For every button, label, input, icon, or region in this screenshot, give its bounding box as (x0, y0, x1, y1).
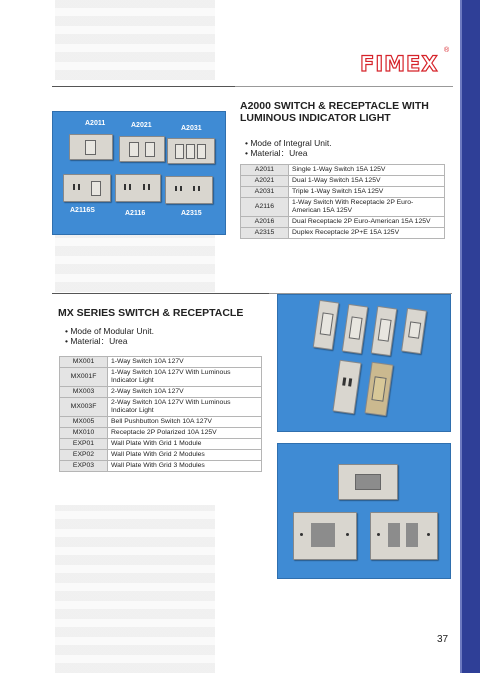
right-sidebar-band (460, 0, 480, 673)
duplex-receptacle-plate (165, 176, 213, 204)
a2000-product-photo (52, 111, 226, 235)
switch-module (313, 300, 339, 350)
table-row: EXP01 Wall Plate With Grid 1 Module (60, 439, 262, 450)
table-row: EXP02 Wall Plate With Grid 2 Modules (60, 450, 262, 461)
feature-item: • Material：Urea (65, 336, 128, 346)
switch-receptacle-plate (63, 174, 111, 202)
table-row: A2021 Dual 1-Way Switch 15A 125V (241, 176, 445, 187)
table-row: A2016 Dual Receptacle 2P Euro-American 15A 125V (241, 217, 445, 228)
watermark-pattern-middle (55, 232, 215, 292)
table-row: A2031 Triple 1-Way Switch 15A 125V (241, 187, 445, 198)
watermark-pattern-top (55, 0, 215, 80)
feature-item: • Mode of Modular Unit. (65, 326, 154, 336)
watermark-pattern-bottom (55, 505, 215, 673)
wall-plate-1-module (338, 464, 398, 500)
photo-label: A2021 (131, 122, 152, 129)
table-row: MX001F 1-Way Switch 10A 127V With Luminous Indicator Light (60, 368, 262, 387)
wall-plate-2-modules (293, 512, 357, 560)
a2000-spec-table (240, 164, 445, 239)
dual-switch-plate (119, 136, 165, 162)
table-row: A2116 1-Way Switch With Receptacle 2P Euro-American 15A 125V (241, 198, 445, 217)
feature-item: • Material：Urea (245, 148, 308, 158)
table-row: A2315 Duplex Receptacle 2P+E 15A 125V (241, 228, 445, 239)
pushbutton-module (401, 308, 427, 354)
indicator-switch-module (364, 362, 393, 417)
wall-plate-3-modules (370, 512, 438, 560)
features-list-mx (65, 326, 154, 346)
section-title-a2000: A2000 SWITCH & RECEPTACLE WITH LUMINOUS INDICATOR LIGHT (240, 100, 429, 124)
receptacle-module (332, 360, 361, 415)
switch-module (371, 306, 397, 356)
section-divider (52, 293, 269, 294)
features-list-a2000 (245, 138, 332, 158)
photo-label: A2315 (181, 210, 202, 217)
section-title-mx: MX SERIES SWITCH & RECEPTACLE (58, 307, 244, 319)
photo-label: A2011 (85, 120, 106, 127)
table-row: MX003 2-Way Switch 10A 127V (60, 387, 262, 398)
table-row: EXP03 Wall Plate With Grid 3 Modules (60, 461, 262, 472)
table-row: MX003F 2-Way Switch 10A 127V With Luminous Indicator Light (60, 398, 262, 417)
table-row: MX001 1-Way Switch 10A 127V (60, 357, 262, 368)
section-divider (235, 86, 453, 87)
photo-label: A2031 (181, 125, 202, 132)
triple-switch-plate (167, 138, 215, 164)
mx-spec-table (59, 356, 262, 472)
mx-modules-photo (277, 294, 451, 432)
page-number: 37 (437, 634, 449, 645)
photo-label: A2116 (125, 210, 146, 217)
section-divider (52, 86, 235, 87)
single-switch-plate (69, 134, 113, 160)
brand-logo: FIMEX (360, 52, 439, 76)
switch-module (342, 304, 368, 354)
table-row: A2011 Single 1-Way Switch 15A 125V (241, 165, 445, 176)
wall-plates-photo (277, 443, 451, 579)
photo-label: A2116S (70, 207, 95, 214)
dual-receptacle-plate (115, 174, 161, 202)
table-row: MX005 Bell Pushbutton Switch 10A 127V (60, 417, 262, 428)
table-row: MX010 Receptacle 2P Polarized 10A 125V (60, 428, 262, 439)
feature-item: • Mode of Integral Unit. (245, 138, 332, 148)
registered-mark: ® (444, 47, 450, 54)
